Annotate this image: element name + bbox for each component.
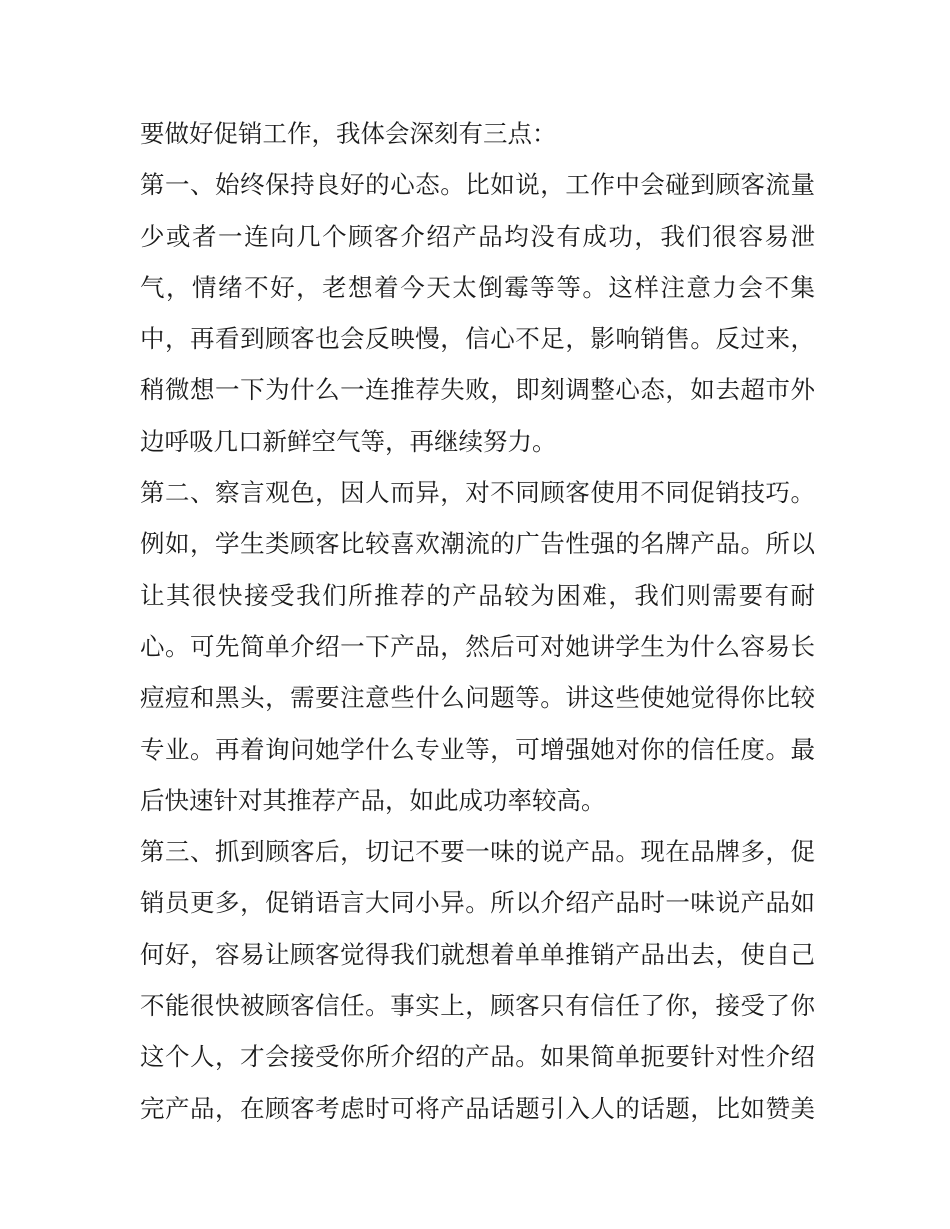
intro-line: 要做好促销工作，我体会深刻有三点： <box>140 119 557 148</box>
text-line: 少或者一连向几个顾客介绍产品均没有成功，我们很容易泄 <box>140 221 815 251</box>
text-line: 边呼吸几口新鲜空气等，再继续努力。 <box>140 426 557 456</box>
text-line: 中，再看到顾客也会反映慢，信心不足，影响销售。反过来， <box>140 324 815 354</box>
text-line: 痘痘和黑头，需要注意些什么问题等。讲这些使她觉得你比较 <box>140 683 815 713</box>
text-line: 例如，学生类顾客比较喜欢潮流的广告性强的名牌产品。所以 <box>140 529 815 559</box>
text-line: 这个人，才会接受你所介绍的产品。如果简单扼要针对性介绍 <box>140 1042 815 1072</box>
text-line: 让其很快接受我们所推荐的产品较为困难，我们则需要有耐 <box>140 580 815 610</box>
text-line: 专业。再着询问她学什么专业等，可增强她对你的信任度。最 <box>140 734 815 764</box>
text-line: 第二、察言观色，因人而异，对不同顾客使用不同促销技巧。 <box>140 478 815 508</box>
text-line: 稍微想一下为什么一连推荐失败，即刻调整心态，如去超市外 <box>140 375 815 405</box>
text-line: 后快速针对其推荐产品，如此成功率较高。 <box>140 785 606 815</box>
text-line: 心。可先简单介绍一下产品，然后可对她讲学生为什么容易长 <box>140 631 815 661</box>
text-line: 第一、始终保持良好的心态。比如说，工作中会碰到顾客流量 <box>140 170 815 200</box>
body-text <box>140 108 815 1134</box>
text-line: 何好，容易让顾客觉得我们就想着单单推销产品出去，使自己 <box>140 939 815 969</box>
text-line: 销员更多，促销语言大同小异。所以介绍产品时一味说产品如 <box>140 888 815 918</box>
text-line: 完产品，在顾客考虑时可将产品话题引入人的话题，比如赞美 <box>140 1093 815 1123</box>
text-line: 气，情绪不好，老想着今天太倒霉等等。这样注意力会不集 <box>140 272 815 302</box>
text-line: 不能很快被顾客信任。事实上，顾客只有信任了你，接受了你 <box>140 991 815 1021</box>
text-line: 第三、抓到顾客后，切记不要一味的说产品。现在品牌多，促 <box>140 837 815 867</box>
